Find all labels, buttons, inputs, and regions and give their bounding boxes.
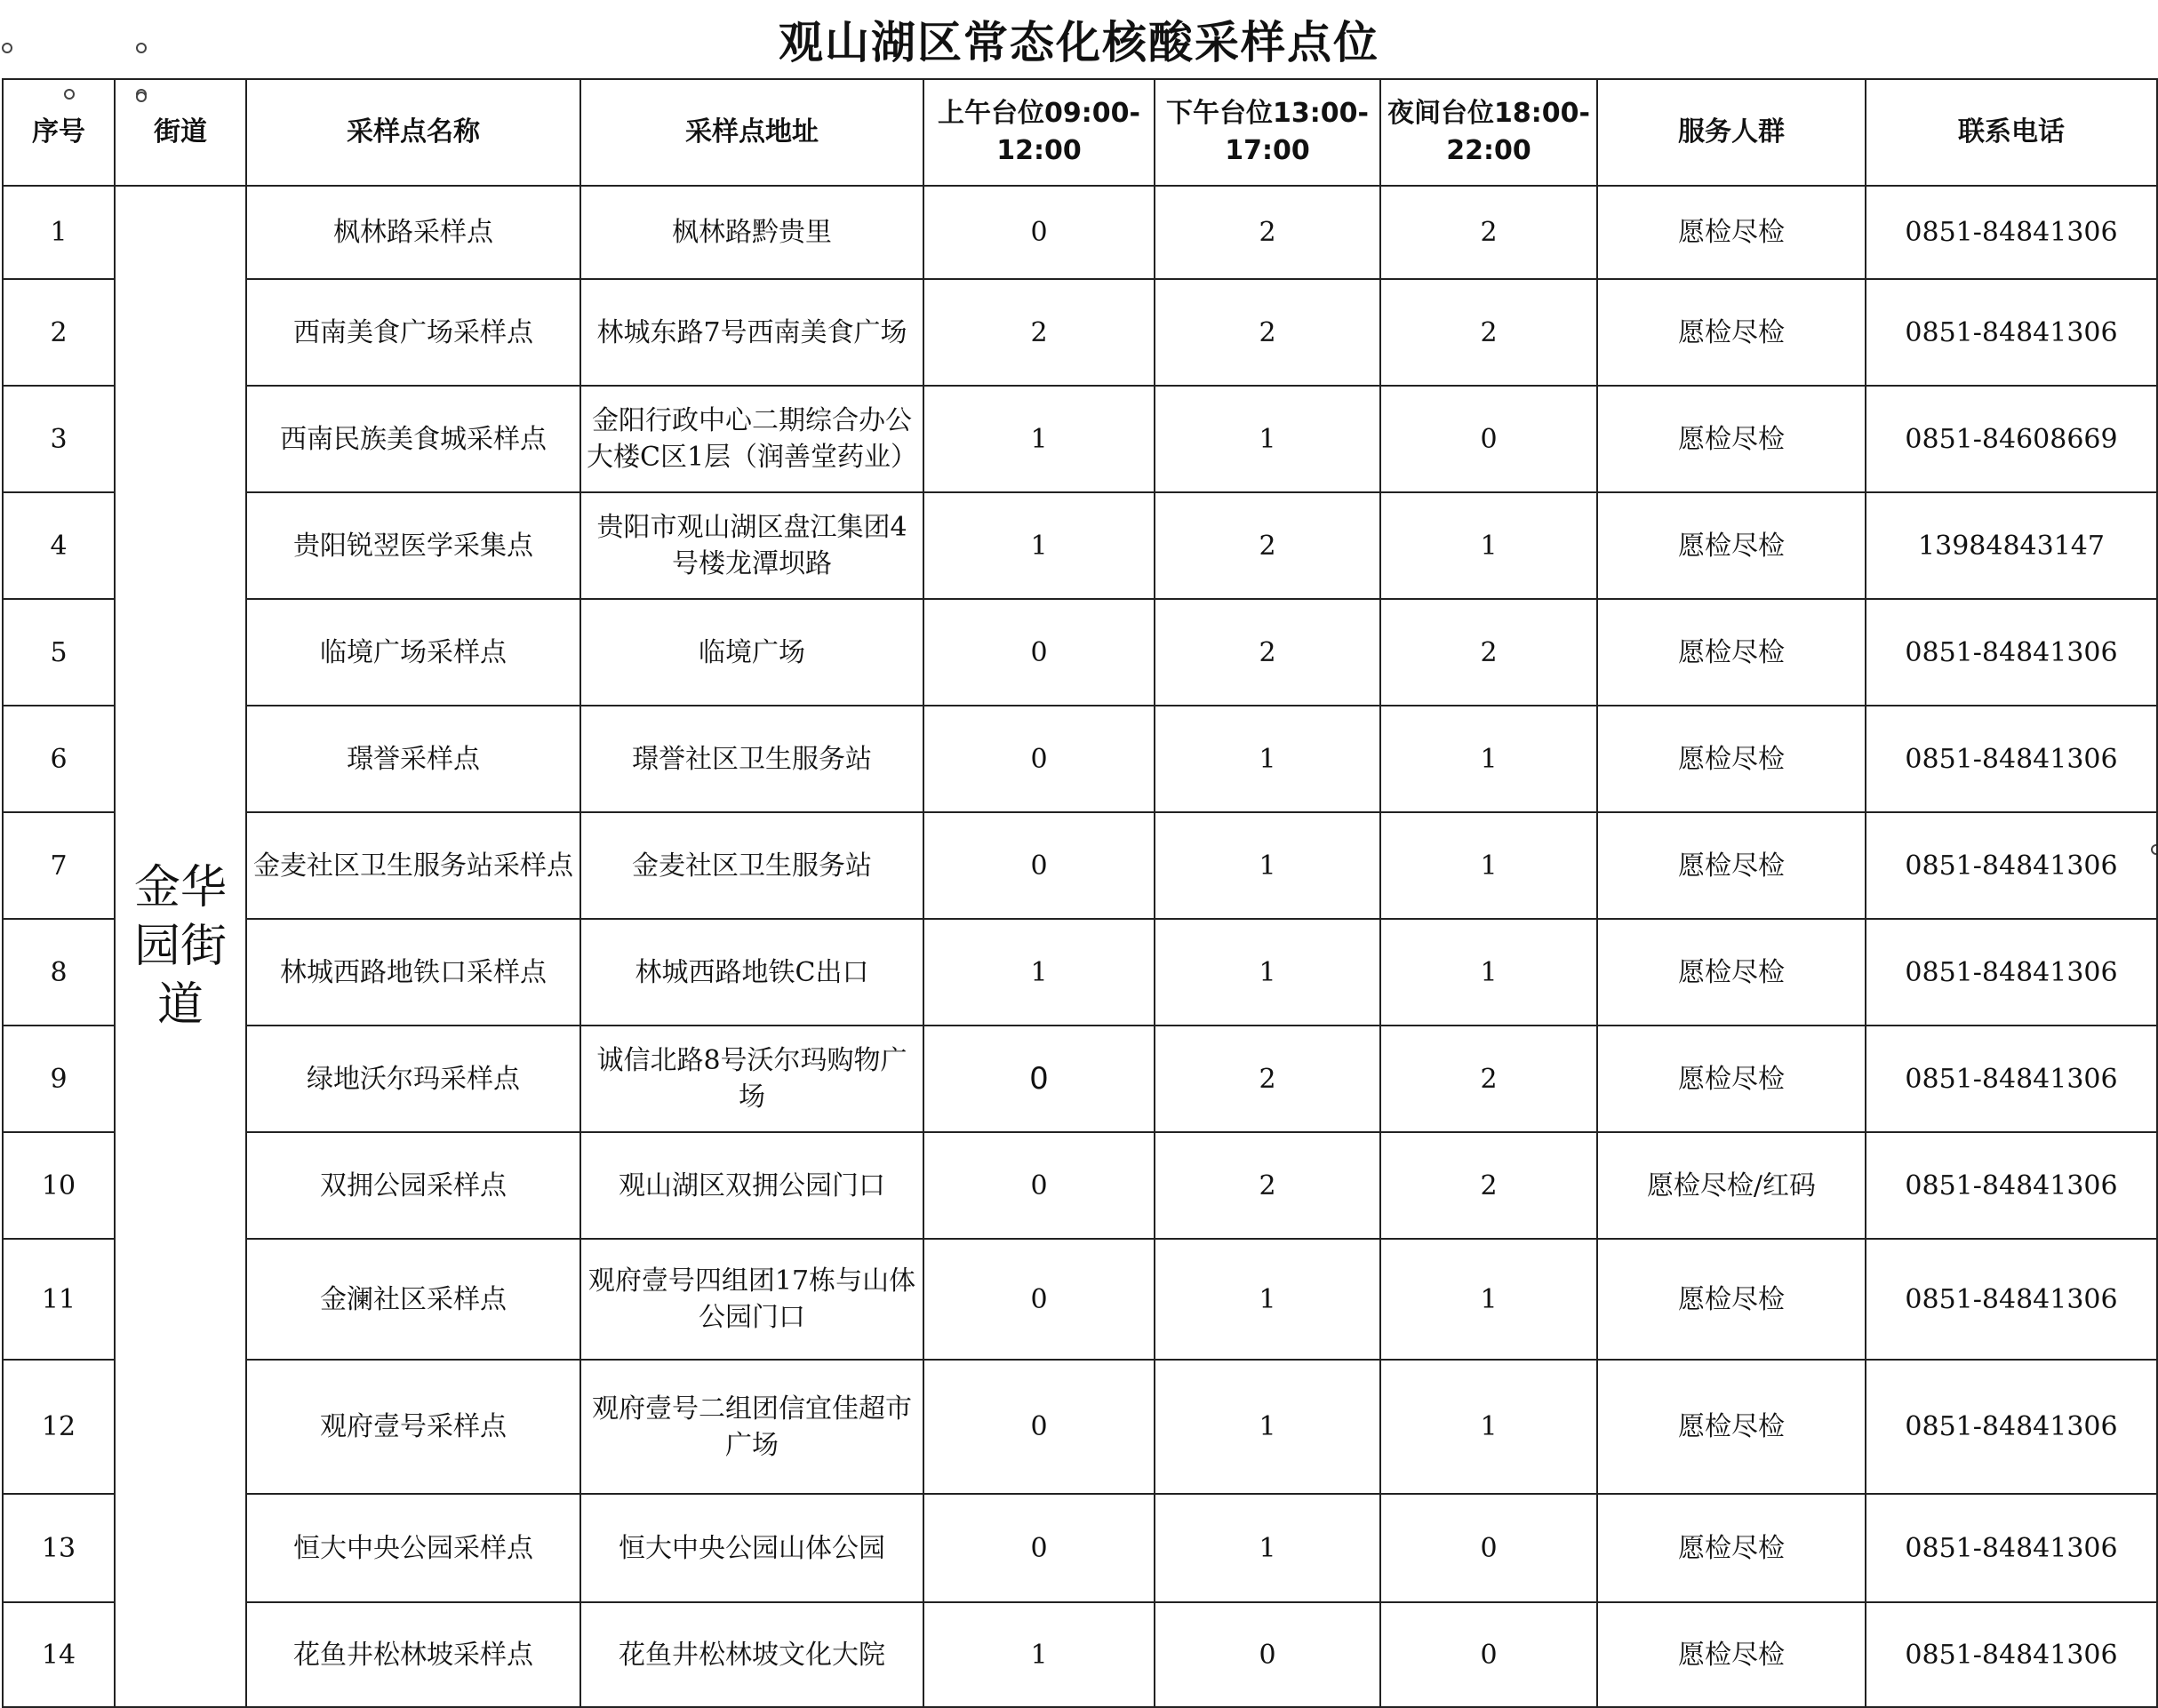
phone-number: 0851-84841306 xyxy=(1866,1026,2157,1132)
morning-count: 0 xyxy=(923,599,1155,706)
service-group: 愿检尽检 xyxy=(1597,492,1866,599)
table-row xyxy=(3,1132,2157,1239)
phone-number: 0851-84841306 xyxy=(1866,1494,2157,1602)
site-name: 双拥公园采样点 xyxy=(246,1132,580,1239)
service-group: 愿检尽检/红码 xyxy=(1597,1132,1866,1239)
site-name: 临境广场采样点 xyxy=(246,599,580,706)
page-title: 观山湖区常态化核酸采样点位 xyxy=(779,17,1379,68)
afternoon-count: 1 xyxy=(1155,919,1380,1026)
site-address: 恒大中央公园山体公园 xyxy=(580,1494,923,1602)
table-row xyxy=(3,1494,2157,1602)
night-count: 2 xyxy=(1380,599,1597,706)
morning-count: 1 xyxy=(923,492,1155,599)
afternoon-count: 1 xyxy=(1155,1239,1380,1360)
table-row xyxy=(3,919,2157,1026)
afternoon-count: 2 xyxy=(1155,599,1380,706)
site-name: 花鱼井松林坡采样点 xyxy=(246,1602,580,1707)
phone-number: 0851-84841306 xyxy=(1866,279,2157,386)
site-address: 贵阳市观山湖区盘江集团4号楼龙潭坝路 xyxy=(580,492,923,599)
morning-count: 1 xyxy=(923,1602,1155,1707)
header-address: 采样点地址 xyxy=(580,79,923,186)
site-name: 金麦社区卫生服务站采样点 xyxy=(246,812,580,919)
site-name: 贵阳锐翌医学采集点 xyxy=(246,492,580,599)
afternoon-count: 2 xyxy=(1155,1026,1380,1132)
night-count: 0 xyxy=(1380,386,1597,492)
site-address: 观山湖区双拥公园门口 xyxy=(580,1132,923,1239)
afternoon-count: 2 xyxy=(1155,279,1380,386)
phone-number: 0851-84841306 xyxy=(1866,919,2157,1026)
service-group: 愿检尽检 xyxy=(1597,386,1866,492)
phone-number: 0851-84841306 xyxy=(1866,812,2157,919)
row-index: 4 xyxy=(3,492,115,599)
morning-count: 0 xyxy=(923,706,1155,812)
site-name: 金澜社区采样点 xyxy=(246,1239,580,1360)
site-address: 观府壹号四组团17栋与山体公园门口 xyxy=(580,1239,923,1360)
table-row xyxy=(3,1239,2157,1360)
phone-number: 0851-84841306 xyxy=(1866,1132,2157,1239)
table-row xyxy=(3,492,2157,599)
morning-count: 0 xyxy=(923,186,1155,279)
row-index: 8 xyxy=(3,919,115,1026)
street-cell: 金华园街道 xyxy=(115,186,246,1707)
site-address: 枫林路黔贵里 xyxy=(580,186,923,279)
afternoon-count: 2 xyxy=(1155,1132,1380,1239)
table-row xyxy=(3,706,2157,812)
site-address: 璟誉社区卫生服务站 xyxy=(580,706,923,812)
site-name: 璟誉采样点 xyxy=(246,706,580,812)
phone-number: 0851-84841306 xyxy=(1866,1239,2157,1360)
site-address: 花鱼井松林坡文化大院 xyxy=(580,1602,923,1707)
table-row xyxy=(3,599,2157,706)
site-address: 金麦社区卫生服务站 xyxy=(580,812,923,919)
header-index: 序号 xyxy=(3,79,115,186)
header-morning: 上午台位09:00-12:00 xyxy=(923,79,1155,186)
phone-number: 0851-84841306 xyxy=(1866,1360,2157,1494)
site-name: 绿地沃尔玛采样点 xyxy=(246,1026,580,1132)
selection-handle[interactable] xyxy=(136,43,147,53)
table-row xyxy=(3,1602,2157,1707)
table-row xyxy=(3,279,2157,386)
afternoon-count: 1 xyxy=(1155,812,1380,919)
morning-count: 0 xyxy=(923,1494,1155,1602)
afternoon-count: 1 xyxy=(1155,1494,1380,1602)
afternoon-count: 1 xyxy=(1155,1360,1380,1494)
site-address: 林城东路7号西南美食广场 xyxy=(580,279,923,386)
service-group: 愿检尽检 xyxy=(1597,812,1866,919)
service-group: 愿检尽检 xyxy=(1597,1602,1866,1707)
row-index: 7 xyxy=(3,812,115,919)
night-count: 1 xyxy=(1380,812,1597,919)
row-index: 11 xyxy=(3,1239,115,1360)
site-name: 西南民族美食城采样点 xyxy=(246,386,580,492)
night-count: 0 xyxy=(1380,1602,1597,1707)
morning-count: 0 xyxy=(923,1132,1155,1239)
site-address: 金阳行政中心二期综合办公大楼C区1层（润善堂药业） xyxy=(580,386,923,492)
site-address: 林城西路地铁C出口 xyxy=(580,919,923,1026)
morning-count: 1 xyxy=(923,919,1155,1026)
site-name: 林城西路地铁口采样点 xyxy=(246,919,580,1026)
site-name: 恒大中央公园采样点 xyxy=(246,1494,580,1602)
site-name: 西南美食广场采样点 xyxy=(246,279,580,386)
service-group: 愿检尽检 xyxy=(1597,706,1866,812)
phone-number: 0851-84841306 xyxy=(1866,186,2157,279)
row-index: 6 xyxy=(3,706,115,812)
row-index: 10 xyxy=(3,1132,115,1239)
header-site-name: 采样点名称 xyxy=(246,79,580,186)
phone-number: 0851-84608669 xyxy=(1866,386,2157,492)
table-row xyxy=(3,812,2157,919)
header-night: 夜间台位18:00-22:00 xyxy=(1380,79,1597,186)
morning-count: 0 xyxy=(923,1239,1155,1360)
morning-count: 1 xyxy=(923,386,1155,492)
service-group: 愿检尽检 xyxy=(1597,279,1866,386)
service-group: 愿检尽检 xyxy=(1597,919,1866,1026)
service-group: 愿检尽检 xyxy=(1597,1239,1866,1360)
phone-number: 0851-84841306 xyxy=(1866,599,2157,706)
morning-count: 0 xyxy=(923,1026,1155,1132)
row-index: 2 xyxy=(3,279,115,386)
afternoon-count: 2 xyxy=(1155,186,1380,279)
header-street: 街道 xyxy=(115,79,246,186)
table-row xyxy=(3,1360,2157,1494)
row-index: 3 xyxy=(3,386,115,492)
site-address: 临境广场 xyxy=(580,599,923,706)
afternoon-count: 0 xyxy=(1155,1602,1380,1707)
selection-handle[interactable] xyxy=(2,43,12,53)
night-count: 1 xyxy=(1380,1360,1597,1494)
night-count: 2 xyxy=(1380,1132,1597,1239)
site-address: 诚信北路8号沃尔玛购物广场 xyxy=(580,1026,923,1132)
table-row xyxy=(3,1026,2157,1132)
site-address: 观府壹号二组团信宜佳超市广场 xyxy=(580,1360,923,1494)
night-count: 2 xyxy=(1380,1026,1597,1132)
row-index: 1 xyxy=(3,186,115,279)
header-service: 服务人群 xyxy=(1597,79,1866,186)
table-row xyxy=(3,186,2157,279)
service-group: 愿检尽检 xyxy=(1597,1360,1866,1494)
site-name: 枫林路采样点 xyxy=(246,186,580,279)
row-index: 5 xyxy=(3,599,115,706)
service-group: 愿检尽检 xyxy=(1597,599,1866,706)
night-count: 0 xyxy=(1380,1494,1597,1602)
night-count: 1 xyxy=(1380,706,1597,812)
afternoon-count: 2 xyxy=(1155,492,1380,599)
night-count: 1 xyxy=(1380,919,1597,1026)
header-row xyxy=(3,79,2157,186)
night-count: 1 xyxy=(1380,1239,1597,1360)
afternoon-count: 1 xyxy=(1155,386,1380,492)
row-index: 13 xyxy=(3,1494,115,1602)
sampling-site-table xyxy=(2,78,2158,1708)
header-afternoon: 下午台位13:00-17:00 xyxy=(1155,79,1380,186)
row-index: 9 xyxy=(3,1026,115,1132)
phone-number: 0851-84841306 xyxy=(1866,1602,2157,1707)
header-phone: 联系电话 xyxy=(1866,79,2157,186)
phone-number: 0851-84841306 xyxy=(1866,706,2157,812)
row-index: 14 xyxy=(3,1602,115,1707)
service-group: 愿检尽检 xyxy=(1597,186,1866,279)
morning-count: 0 xyxy=(923,812,1155,919)
afternoon-count: 1 xyxy=(1155,706,1380,812)
service-group: 愿检尽检 xyxy=(1597,1026,1866,1132)
night-count: 2 xyxy=(1380,279,1597,386)
night-count: 1 xyxy=(1380,492,1597,599)
morning-count: 0 xyxy=(923,1360,1155,1494)
morning-count: 2 xyxy=(923,279,1155,386)
night-count: 2 xyxy=(1380,186,1597,279)
site-name: 观府壹号采样点 xyxy=(246,1360,580,1494)
service-group: 愿检尽检 xyxy=(1597,1494,1866,1602)
row-index: 12 xyxy=(3,1360,115,1494)
table-row xyxy=(3,386,2157,492)
phone-number: 13984843147 xyxy=(1866,492,2157,599)
